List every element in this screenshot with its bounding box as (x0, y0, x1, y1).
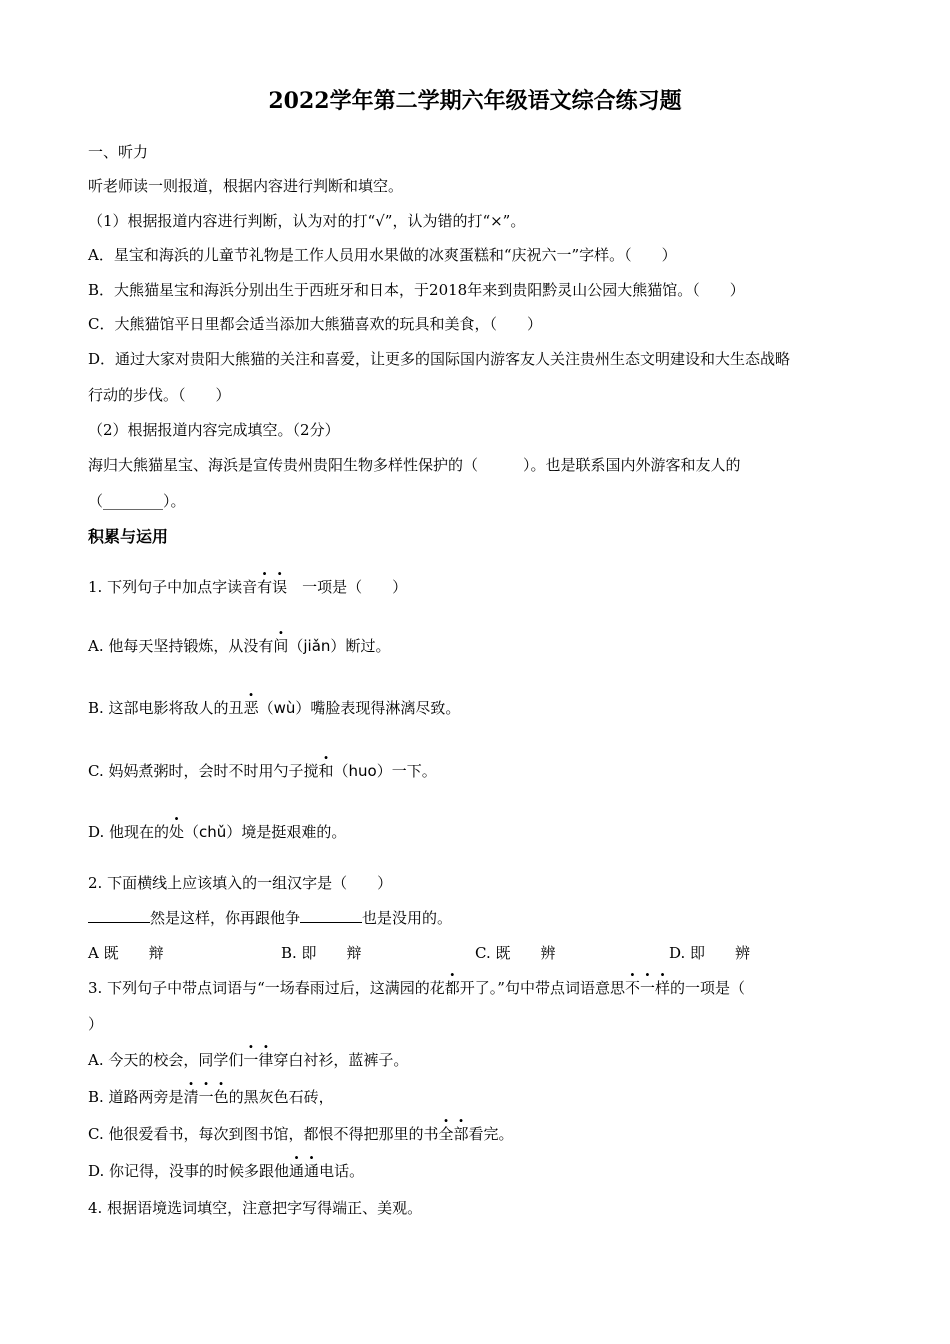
option-text: 嘴脸表现得淋漓尽致。 (310, 699, 461, 717)
option-text: A. 他每天坚持锻炼，从没有 (88, 637, 274, 655)
option-text: D. 你记得，没事的时候多跟他 (88, 1162, 290, 1180)
listening-heading: 一、听力 (88, 143, 149, 161)
option-text: B. 道路两旁是 (88, 1088, 184, 1106)
listening-instruction: 听老师读一则报道，根据内容进行判断和填空。 (88, 177, 404, 195)
q3-stem-mid: 开了。”句中带点词语意思 (459, 979, 625, 997)
statement-a: A．星宝和海浜的儿童节礼物是工作人员用水果做的冰爽蛋糕和“庆祝六一”字样。（ ） (88, 246, 677, 264)
q1-option-a (88, 635, 390, 657)
q2-sentence-mid: 然是这样，你再跟他争 (150, 909, 301, 927)
pinyin: （wù） (258, 699, 311, 717)
dotted-char: 部 (453, 1125, 469, 1143)
option-text: 境是挺艰难的。 (241, 823, 347, 841)
q2-option-a: A 既 辩 (88, 944, 164, 962)
part2-prompt: （2）根据报道内容完成填空。（2分） (88, 421, 340, 439)
statement-b: B．大熊猫星宝和海浜分别出生于西班牙和日本，于2018年来到贵阳黔灵山公园大熊猫馆。（ ） (88, 281, 745, 299)
option-text: 的黑灰色石砖， (228, 1088, 334, 1106)
q3-option-d (88, 1160, 364, 1182)
q2-option-b: B. 即 辩 (281, 944, 362, 962)
q1-option-b (88, 697, 460, 719)
q1-stem (88, 576, 407, 598)
dotted-char: 通 (304, 1162, 320, 1180)
dotted-char: 样 (654, 979, 670, 997)
fill-blank[interactable] (300, 907, 362, 923)
fill-line2: （________）。 (88, 492, 186, 510)
pinyin: （jiǎn） (288, 637, 346, 655)
q3-stem-post: 的一项是（ (670, 979, 746, 997)
option-text: 看完。 (468, 1125, 514, 1143)
dotted-char: 全 (438, 1125, 454, 1143)
q1-option-c (88, 760, 437, 782)
option-text: D. 他现在的 (88, 823, 170, 841)
pinyin: （chǔ） (184, 823, 242, 841)
q1-dotted-char: 误 (272, 578, 288, 596)
q1-stem-pre: 1. 下列句子中加点字读音 (88, 578, 258, 596)
dotted-char: 清 (183, 1088, 199, 1106)
option-text: 穿白衬衫，蓝裤子。 (273, 1051, 409, 1069)
dotted-char: 通 (289, 1162, 305, 1180)
statement-d-line1: D．通过大家对贵阳大熊猫的关注和喜爱，让更多的国际国内游客友人关注贵州生态文明建设和大生态战略 (88, 350, 791, 368)
q3-stem-pre: 3. 下列句子中带点词语与“一场春雨过后，这满园的花 (88, 979, 445, 997)
dotted-char: 都 (444, 979, 460, 997)
q3-stem-line2: ） (88, 1015, 104, 1033)
pinyin: （huo） (333, 762, 392, 780)
q2-stem: 2. 下面横线上应该填入的一组汉字是（ ） (88, 874, 393, 892)
page-title: 2022学年第二学期六年级语文综合练习题 (268, 88, 682, 114)
dotted-char: 和 (318, 762, 334, 780)
q2-option-d: D. 即 辨 (669, 944, 751, 962)
option-text: 一下。 (391, 762, 437, 780)
q3-option-a (88, 1049, 408, 1071)
statement-c: C．大熊猫馆平日里都会适当添加大熊猫喜欢的玩具和美食，（ ） (88, 315, 542, 333)
statement-d-line2: 行动的步伐。（ ） (88, 386, 231, 404)
dotted-char: 一 (639, 979, 655, 997)
part1-prompt: （1）根据报道内容进行判断，认为对的打“√”，认为错的打“×”。 (88, 212, 526, 230)
q1-stem-post: 一项是（ ） (287, 578, 408, 596)
dotted-char: 一 (243, 1051, 259, 1069)
fill-blank[interactable] (88, 907, 150, 923)
option-text: A. 今天的校会，同学们 (88, 1051, 244, 1069)
option-text: C. 他很爱看书，每次到图书馆，都恨不得把那里的书 (88, 1125, 439, 1143)
q1-dotted-char: 有 (257, 578, 273, 596)
dotted-char: 间 (273, 637, 289, 655)
q2-option-c: C. 既 辨 (475, 944, 556, 962)
option-text: 断过。 (345, 637, 391, 655)
section-heading: 积累与运用 (88, 527, 169, 546)
dotted-char: 一 (198, 1088, 214, 1106)
q2-sentence-end: 也是没用的。 (362, 909, 453, 927)
q3-option-c (88, 1123, 514, 1145)
option-text: B. 这部电影将敌人的丑 (88, 699, 244, 717)
q4-stem: 4. 根据语境选词填空，注意把字写得端正、美观。 (88, 1199, 423, 1217)
dotted-char: 恶 (243, 699, 259, 717)
dotted-char: 律 (258, 1051, 274, 1069)
fill-line1: 海归大熊猫星宝、海浜是宣传贵州贵阳生物多样性保护的（ ）。也是联系国内外游客和友人的 (88, 456, 741, 474)
q2-sentence (88, 907, 452, 929)
option-text: C. 妈妈煮粥时，会时不时用勺子搅 (88, 762, 319, 780)
q3-option-b (88, 1086, 334, 1108)
dotted-char: 色 (213, 1088, 229, 1106)
dotted-char: 处 (169, 823, 185, 841)
dotted-char: 不 (624, 979, 640, 997)
option-text: 电话。 (319, 1162, 365, 1180)
q3-stem (88, 977, 745, 999)
q1-option-d (88, 821, 346, 843)
